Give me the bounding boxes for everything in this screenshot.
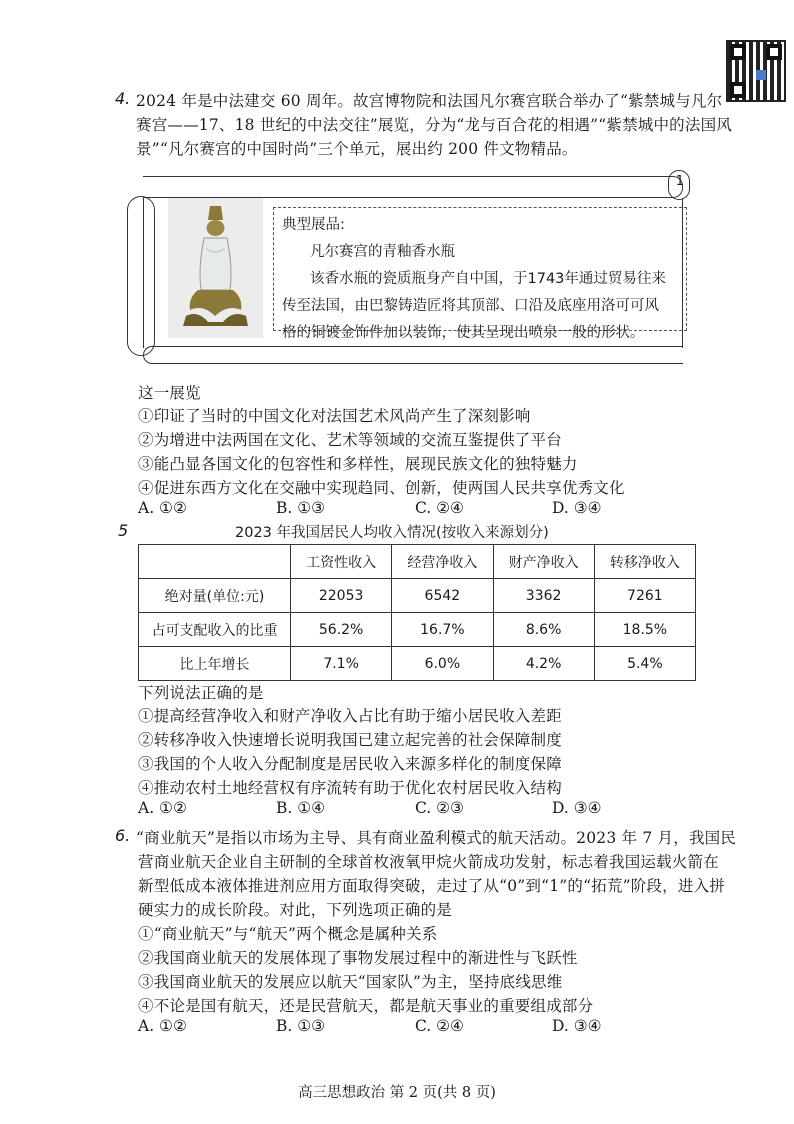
q4-statement-2: ②为增进中法两国在文化、艺术等领域的交流互鉴提供了平台 bbox=[138, 431, 562, 449]
table-header-cell: 经营净收入 bbox=[392, 545, 493, 579]
q4-prompt: 这一展览 bbox=[138, 384, 201, 402]
exhibit-title: 凡尔赛宫的青釉香水瓶 bbox=[310, 244, 455, 260]
q5-option-b[interactable]: B. ①④ bbox=[276, 799, 326, 817]
q4-statement-3: ③能凸显各国文化的包容性和多样性，展现民族文化的独特魅力 bbox=[138, 455, 578, 473]
q4-stem-line-1: 2024 年是中法建交 60 周年。故宫博物院和法国凡尔赛宫联合举办了“紫禁城与凡尔 bbox=[136, 92, 723, 110]
exhibit-heading: 典型展品: bbox=[282, 217, 345, 233]
table-cell: 6.0% bbox=[392, 647, 493, 681]
question-5-number: 5 bbox=[118, 521, 129, 540]
table-cell: 8.6% bbox=[493, 613, 594, 647]
q6-stem-line-1: “商业航天”是指以市场为主导、具有商业盈利模式的航天活动。2023 年 7 月，我国民 bbox=[136, 829, 737, 847]
table-header-cell bbox=[139, 545, 291, 579]
table-cell: 18.5% bbox=[594, 613, 695, 647]
q6-stem-line-2: 营商业航天企业自主研制的全球首枚液氧甲烷火箭成功发射，标志着我国运载火箭在 bbox=[138, 853, 719, 871]
q6-option-d[interactable]: D. ③④ bbox=[552, 1017, 602, 1035]
exhibit-desc-line-1: 该香水瓶的瓷质瓶身产自中国，于1743年通过贸易往来 bbox=[310, 271, 666, 287]
q5-prompt: 下列说法正确的是 bbox=[138, 684, 264, 702]
table-cell: 4.2% bbox=[493, 647, 594, 681]
table-row-label: 绝对量(单位:元) bbox=[139, 579, 291, 613]
table-header-cell: 转移净收入 bbox=[594, 545, 695, 579]
q4-option-a[interactable]: A. ①② bbox=[138, 499, 187, 517]
table-cell: 3362 bbox=[493, 579, 594, 613]
question-6-number: 6. bbox=[115, 826, 131, 845]
q5-statement-3: ③我国的个人收入分配制度是居民收入来源多样化的制度保障 bbox=[138, 755, 562, 773]
q4-stem-line-2: 赛宫——17、18 世纪的中法交往”展览，分为“龙与百合花的相遇”“紫禁城中的法国风 bbox=[136, 116, 732, 134]
table-header-cell: 工资性收入 bbox=[291, 545, 392, 579]
table-cell: 7261 bbox=[594, 579, 695, 613]
q4-stem-line-3: 景”“凡尔赛宫的中国时尚”三个单元，展出约 200 件文物精品。 bbox=[136, 140, 578, 158]
table-header-cell: 财产净收入 bbox=[493, 545, 594, 579]
q6-stem-line-3: 新型低成本液体推进剂应用方面取得突破，走过了从“0”到“1”的“拓荒”阶段，进入拼 bbox=[138, 877, 725, 895]
exhibit-desc-line-2: 传至法国，由巴黎铸造匠将其顶部、口沿及底座用洛可可风 bbox=[282, 298, 659, 314]
q5-statement-1: ①提高经营净收入和财产净收入占比有助于缩小居民收入差距 bbox=[138, 707, 562, 725]
table-cell: 56.2% bbox=[291, 613, 392, 647]
table-cell: 7.1% bbox=[291, 647, 392, 681]
q6-statement-2: ②我国商业航天的发展体现了事物发展过程中的渐进性与飞跃性 bbox=[138, 949, 578, 967]
q6-stem-line-4: 硬实力的成长阶段。对此，下列选项正确的是 bbox=[138, 901, 453, 919]
table-cell: 16.7% bbox=[392, 613, 493, 647]
perfume-bottle-image bbox=[168, 198, 263, 338]
table-row bbox=[139, 613, 696, 647]
q4-option-c[interactable]: C. ②④ bbox=[415, 499, 464, 517]
page-footer: 高三思想政治 第 2 页(共 8 页) bbox=[298, 1085, 496, 1101]
q5-option-d[interactable]: D. ③④ bbox=[552, 799, 602, 817]
table-cell: 5.4% bbox=[594, 647, 695, 681]
question-4-number: 4. bbox=[115, 89, 131, 108]
q6-statement-4: ④不论是国有航天，还是民营航天，都是航天事业的重要组成部分 bbox=[138, 997, 594, 1015]
income-table bbox=[138, 544, 696, 681]
q4-statement-4: ④促进东西方文化在交融中实现趋同、创新，使两国人民共享优秀文化 bbox=[138, 479, 625, 497]
q5-option-a[interactable]: A. ①② bbox=[138, 799, 187, 817]
exhibit-description-box bbox=[273, 207, 687, 341]
table-cell: 22053 bbox=[291, 579, 392, 613]
income-table-title: 2023 年我国居民人均收入情况(按收入来源划分) bbox=[235, 525, 549, 541]
scroll-number: 1 bbox=[675, 174, 684, 189]
q4-option-d[interactable]: D. ③④ bbox=[552, 499, 602, 517]
q4-option-b[interactable]: B. ①③ bbox=[276, 499, 326, 517]
q4-statement-1: ①印证了当时的中国文化对法国艺术风尚产生了深刻影响 bbox=[138, 407, 531, 425]
q6-statement-3: ③我国商业航天的发展应以航天“国家队”为主，坚持底线思维 bbox=[138, 973, 563, 991]
table-row bbox=[139, 647, 696, 681]
q5-statement-4: ④推动农村土地经营权有序流转有助于优化农村居民收入结构 bbox=[138, 779, 562, 797]
q5-statement-2: ②转移净收入快速增长说明我国已建立起完善的社会保障制度 bbox=[138, 731, 562, 749]
q6-option-a[interactable]: A. ①② bbox=[138, 1017, 187, 1035]
q6-option-c[interactable]: C. ②④ bbox=[415, 1017, 464, 1035]
table-row bbox=[139, 579, 696, 613]
table-row-label: 占可支配收入的比重 bbox=[139, 613, 291, 647]
table-row-label: 比上年增长 bbox=[139, 647, 291, 681]
q5-option-c[interactable]: C. ②③ bbox=[415, 799, 464, 817]
table-cell: 6542 bbox=[392, 579, 493, 613]
exhibit-desc-line-3: 格的铜镀金饰件加以装饰，使其呈现出喷泉一般的形状。 bbox=[282, 325, 645, 341]
table-header-row bbox=[139, 545, 696, 579]
q6-option-b[interactable]: B. ①③ bbox=[276, 1017, 326, 1035]
q6-statement-1: ①“商业航天”与“航天”两个概念是属种关系 bbox=[138, 925, 438, 943]
